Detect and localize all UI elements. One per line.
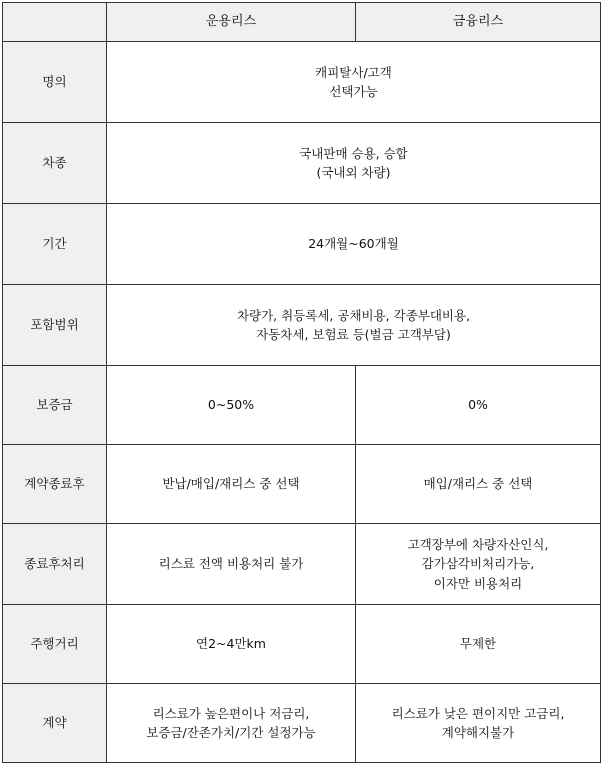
row-label: 보증금 bbox=[3, 366, 107, 445]
row-label: 포함범위 bbox=[3, 285, 107, 366]
row-label: 차종 bbox=[3, 123, 107, 204]
cell-text: 0~50% bbox=[207, 397, 255, 413]
cell-text: 고객장부에 차량자산인식, bbox=[407, 536, 549, 552]
cell-text: 리스료가 높은편이나 저금리, bbox=[152, 705, 310, 721]
finance-lease-cell bbox=[356, 684, 601, 763]
row-label: 계약종료후 bbox=[3, 445, 107, 524]
table-row bbox=[3, 524, 601, 605]
lease-comparison-table bbox=[2, 2, 601, 763]
header-row bbox=[3, 3, 601, 42]
header-finance-lease: 금융리스 bbox=[356, 3, 601, 42]
row-label: 종료후처리 bbox=[3, 524, 107, 605]
cell-text: 리스료가 낮은 편이지만 고금리, bbox=[391, 705, 565, 721]
operating-lease-cell bbox=[107, 366, 356, 445]
finance-lease-cell bbox=[356, 445, 601, 524]
table-row bbox=[3, 366, 601, 445]
cell-text: 차량가, 취등록세, 공채비용, 각종부대비용, bbox=[236, 307, 471, 323]
cell-text: 캐피탈사/고객 bbox=[315, 64, 392, 80]
table-row bbox=[3, 204, 601, 285]
finance-lease-cell bbox=[356, 366, 601, 445]
cell-text: 반납/매입/재리스 중 선택 bbox=[162, 476, 300, 492]
finance-lease-cell bbox=[356, 524, 601, 605]
merged-cell bbox=[107, 285, 601, 366]
merged-cell bbox=[107, 204, 601, 285]
table-row bbox=[3, 285, 601, 366]
cell-text: 계약해지불가 bbox=[441, 725, 515, 740]
table-row bbox=[3, 123, 601, 204]
cell-text: 매입/재리스 중 선택 bbox=[423, 476, 533, 492]
cell-text: 0% bbox=[468, 397, 488, 413]
operating-lease-cell bbox=[107, 684, 356, 763]
header-operating-lease: 운용리스 bbox=[107, 3, 356, 42]
cell-text: 이자만 비용처리 bbox=[433, 575, 523, 591]
cell-text: 자동차세, 보험료 등(벌금 고객부담) bbox=[256, 327, 451, 342]
row-label: 계약 bbox=[3, 684, 107, 763]
row-label: 명의 bbox=[3, 42, 107, 123]
row-label: 기간 bbox=[3, 204, 107, 285]
table-row bbox=[3, 445, 601, 524]
cell-text: 연2~4만km bbox=[196, 636, 266, 652]
header-corner-cell bbox=[3, 3, 107, 42]
cell-text: 감가삼각비처리가능, bbox=[421, 556, 535, 572]
cell-text: (국내외 차량) bbox=[316, 165, 391, 180]
merged-cell bbox=[107, 123, 601, 204]
table-row bbox=[3, 42, 601, 123]
cell-text: 무제한 bbox=[459, 636, 497, 652]
operating-lease-cell bbox=[107, 524, 356, 605]
operating-lease-cell bbox=[107, 445, 356, 524]
operating-lease-cell bbox=[107, 605, 356, 684]
cell-text: 선택가능 bbox=[329, 84, 378, 99]
merged-cell bbox=[107, 42, 601, 123]
table-row bbox=[3, 605, 601, 684]
row-label: 주행거리 bbox=[3, 605, 107, 684]
cell-text: 보증금/잔존가치/기간 설정가능 bbox=[146, 725, 316, 740]
cell-text: 24개월~60개월 bbox=[308, 236, 399, 252]
finance-lease-cell bbox=[356, 605, 601, 684]
cell-text: 리스료 전액 비용처리 불가 bbox=[158, 556, 304, 572]
cell-text: 국내판매 승용, 승합 bbox=[299, 145, 408, 161]
table-row bbox=[3, 684, 601, 763]
